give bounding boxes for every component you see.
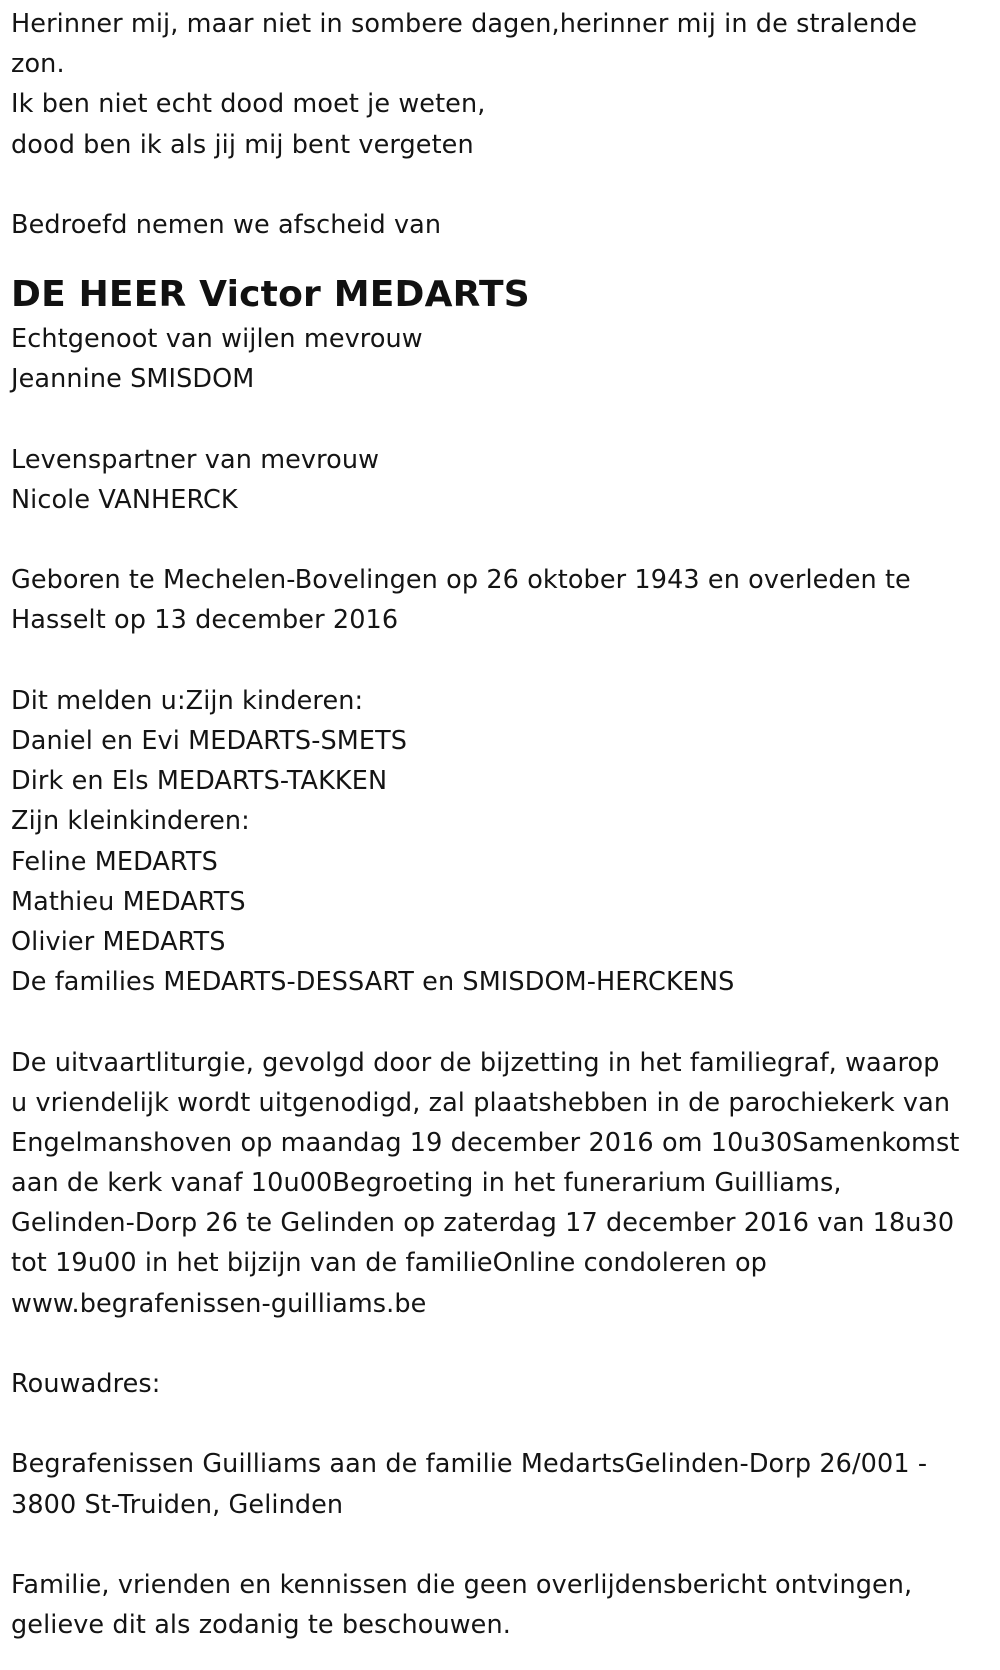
- funeral-section: [11, 1043, 981, 1324]
- family-section: [11, 681, 981, 1003]
- spacer: [11, 1404, 981, 1444]
- spacer: [11, 165, 981, 205]
- spacer: [11, 641, 981, 681]
- spacer: [11, 1324, 981, 1364]
- mourning-address-line: Begrafenissen Guilliams aan de familie MedartsGelinden-Dorp 26/001 -: [11, 1449, 928, 1480]
- partner-line: Nicole VANHERCK: [11, 484, 238, 515]
- spouse-section: [11, 319, 981, 399]
- mourning-address-label: Rouwadres:: [11, 1369, 161, 1399]
- spouse-line: Jeannine SMISDOM: [11, 364, 255, 395]
- spacer: [11, 520, 981, 560]
- birth-death-section: [11, 560, 981, 640]
- partner-section: [11, 440, 981, 520]
- deceased-name: DE HEER Victor MEDARTS: [11, 274, 530, 316]
- spacer: [11, 245, 981, 263]
- birth-death-line: Hasselt op 13 december 2016: [11, 605, 399, 636]
- family-line: Zijn kleinkinderen:: [11, 806, 250, 837]
- funeral-line: Gelinden-Dorp 26 te Gelinden op zaterdag 17 december 2016 van 18u30: [11, 1208, 955, 1239]
- family-line: Daniel en Evi MEDARTS-SMETS: [11, 726, 408, 756]
- family-line: Mathieu MEDARTS: [11, 886, 246, 917]
- family-line: Dirk en Els MEDARTS-TAKKEN: [11, 766, 388, 797]
- closing-line: gelieve dit als zodanig te beschouwen.: [11, 1610, 511, 1641]
- poem-line: Herinner mij, maar niet in sombere dagen,herinner mij in de stralende: [11, 9, 918, 39]
- birth-death-line: Geboren te Mechelen-Bovelingen op 26 oktober 1943 en overleden te: [11, 565, 911, 596]
- funeral-line: Engelmanshoven op maandag 19 december 2016 om 10u30Samenkomst: [11, 1127, 960, 1158]
- poem-line: dood ben ik als jij mij bent vergeten: [11, 129, 474, 160]
- funeral-line: De uitvaartliturgie, gevolgd door de bijzetting in het familiegraf, waarop: [11, 1047, 940, 1078]
- intro-text: Bedroefd nemen we afscheid van: [11, 209, 442, 240]
- funeral-line: tot 19u00 in het bijzijn van de familieOnline condoleren op: [11, 1248, 767, 1279]
- spacer: [11, 1002, 981, 1042]
- closing-note: [11, 1565, 981, 1645]
- spouse-line: Echtgenoot van wijlen mevrouw: [11, 324, 423, 355]
- family-line: De families MEDARTS-DESSART en SMISDOM-HERCKENS: [11, 967, 735, 998]
- poem-line: zon.: [11, 49, 65, 80]
- closing-line: Familie, vrienden en kennissen die geen overlijdensbericht ontvingen,: [11, 1569, 913, 1600]
- spacer: [11, 400, 981, 440]
- poem-line: Ik ben niet echt dood moet je weten,: [11, 89, 486, 120]
- funeral-line: aan de kerk vanaf 10u00Begroeting in het funerarium Guilliams,: [11, 1168, 842, 1199]
- obituary-notice: [11, 0, 981, 1645]
- funeral-website: www.begrafenissen-guilliams.be: [11, 1288, 427, 1319]
- family-line: Dit melden u:Zijn kinderen:: [11, 685, 364, 716]
- funeral-line: u vriendelijk wordt uitgenodigd, zal plaatshebben in de parochiekerk van: [11, 1087, 951, 1118]
- family-line: Feline MEDARTS: [11, 846, 218, 877]
- mourning-address: [11, 1444, 981, 1524]
- partner-line: Levenspartner van mevrouw: [11, 444, 380, 475]
- family-line: Olivier MEDARTS: [11, 926, 226, 957]
- poem: [11, 4, 981, 165]
- mourning-address-line: 3800 St-Truiden, Gelinden: [11, 1489, 344, 1520]
- spacer: [11, 1525, 981, 1565]
